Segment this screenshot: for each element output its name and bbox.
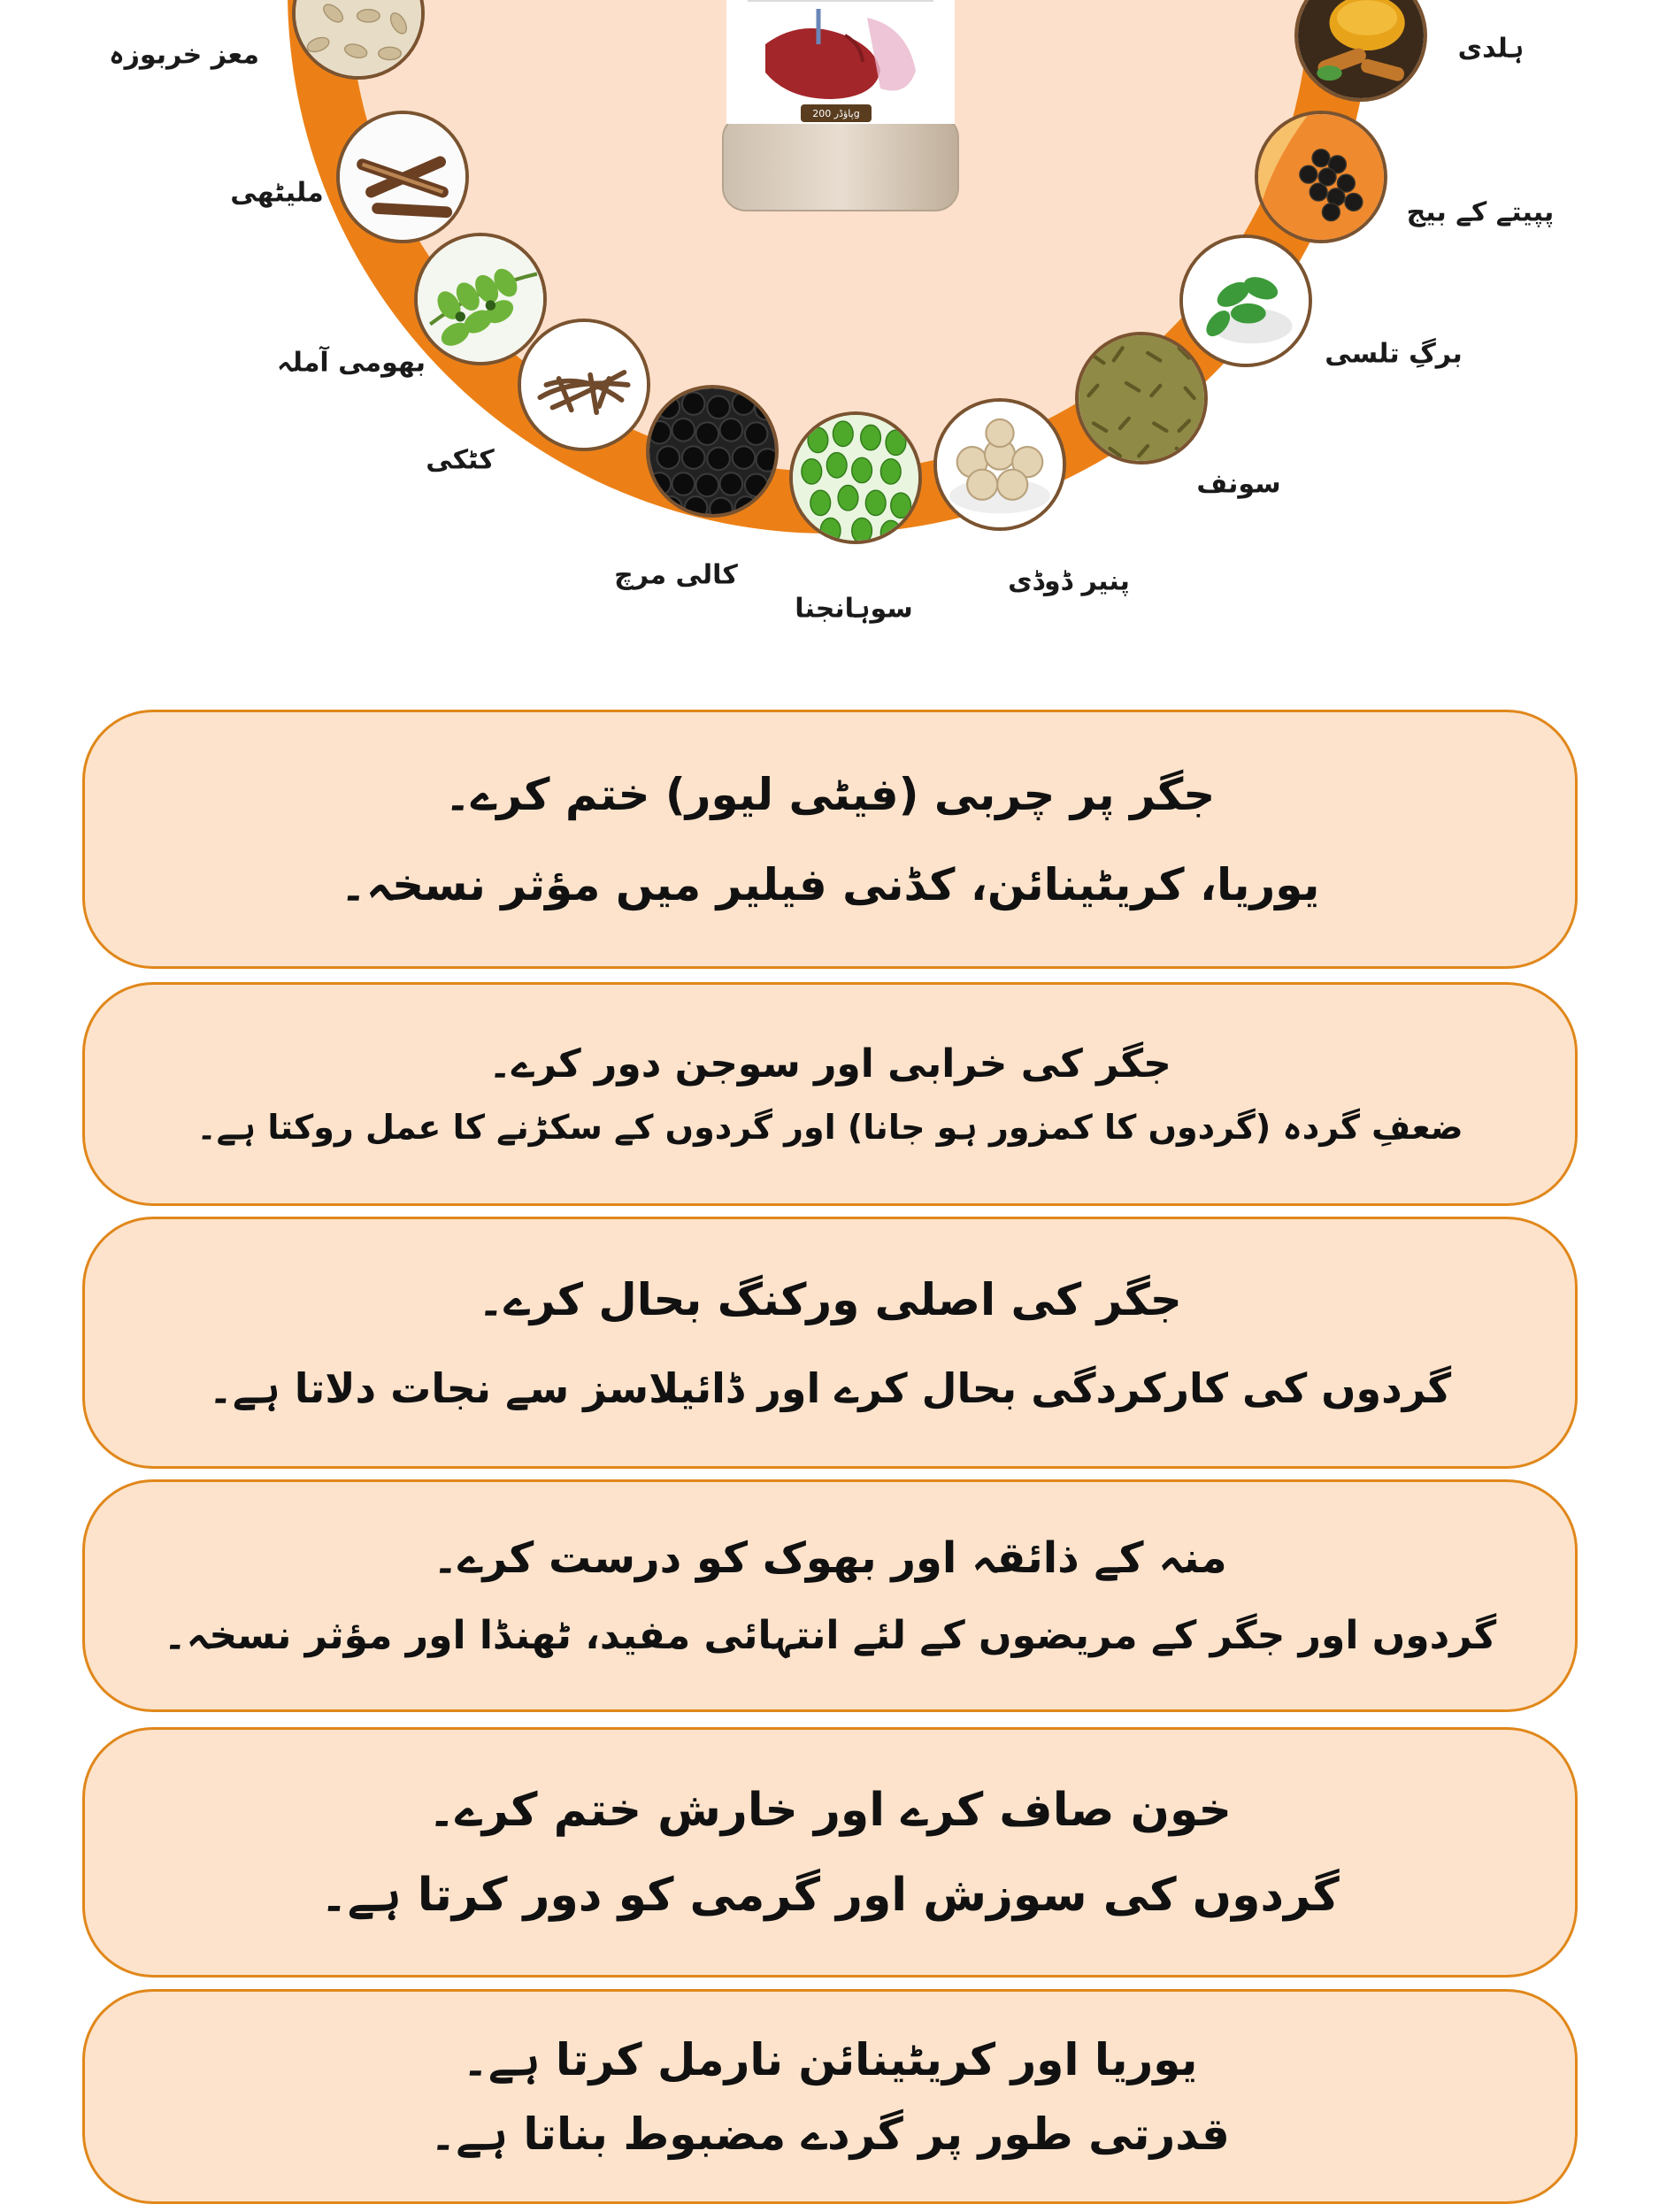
- ingredient-label: معز خربوزہ: [109, 39, 259, 71]
- ingredient-label: کٹکی: [426, 444, 495, 476]
- ingredient-label: بھومی آملہ: [277, 347, 426, 379]
- bhumi-amla-icon: [414, 233, 547, 365]
- benefit-card: [82, 1217, 1578, 1469]
- benefit-card: [82, 982, 1578, 1206]
- benefit-heading: جگر کی اصلی ورکنگ بحال کرے۔: [478, 1273, 1182, 1325]
- paneer-doodi-icon: [933, 398, 1066, 531]
- licorice-icon: [336, 111, 469, 243]
- benefit-card: [82, 1479, 1578, 1712]
- benefit-detail: قدرتی طور پر گردے مضبوط بناتا ہے۔: [430, 2108, 1230, 2160]
- benefit-detail: گردوں کی کارکردگی بحال کرے اور ڈائیلاسز سے نجات دلاتا ہے۔: [208, 1363, 1452, 1412]
- benefit-card: [82, 710, 1578, 969]
- benefit-detail: گردوں اور جگر کے مریضوں کے لئے انتہائی مفید، ٹھنڈا اور مؤثر نسخہ۔: [163, 1613, 1497, 1658]
- moringa-icon: [789, 411, 922, 544]
- ingredient-label: پنیر ڈوڈی: [1008, 565, 1130, 597]
- ingredient-label: سونف: [1196, 468, 1281, 500]
- benefit-heading: منہ کے ذائقہ اور بھوک کو درست کرے۔: [433, 1533, 1227, 1583]
- fennel-icon: [1075, 332, 1208, 465]
- black-pepper-icon: [646, 385, 779, 518]
- ingredient-label: برگِ تلسی: [1325, 338, 1463, 370]
- kutki-root-icon: [518, 319, 650, 451]
- ingredient-label: کالی مرچ: [614, 559, 738, 591]
- benefit-detail: گردوں کی سوزش اور گرمی کو دور کرتا ہے۔: [320, 1868, 1340, 1922]
- product-jar-image: [712, 0, 969, 221]
- benefit-heading: یوریا اور کریٹینائن نارمل کرتا ہے۔: [462, 2033, 1198, 2085]
- papaya-seeds-icon: [1255, 111, 1387, 243]
- ingredient-label: ملیٹھی: [230, 177, 324, 209]
- benefit-card: [82, 1989, 1578, 2204]
- benefit-heading: خون صاف کرے اور خارش ختم کرے۔: [427, 1783, 1233, 1837]
- benefit-heading: جگر پر چربی (فیٹی لیور) ختم کرے۔: [444, 768, 1216, 820]
- ingredient-label: پپیتے کے بیج: [1406, 196, 1555, 228]
- benefit-card: [82, 1727, 1578, 1978]
- ingredient-label: ہلدی: [1457, 33, 1525, 65]
- benefit-detail: یوریا، کریٹینائن، کڈنی فیلیر میں مؤثر نسخہ۔: [340, 858, 1320, 910]
- ingredient-label: سوہانجنا: [795, 593, 913, 625]
- tulsi-leaf-icon: [1179, 234, 1312, 367]
- benefit-heading: جگر کی خرابی اور سوجن دور کرے۔: [488, 1041, 1171, 1087]
- benefit-detail: ضعفِ گردہ (گردوں کا کمزور ہو جانا) اور گردوں کے سکڑنے کا عمل روکتا ہے۔: [196, 1108, 1463, 1147]
- product-weight-label: پاؤڈر 200g: [812, 108, 860, 119]
